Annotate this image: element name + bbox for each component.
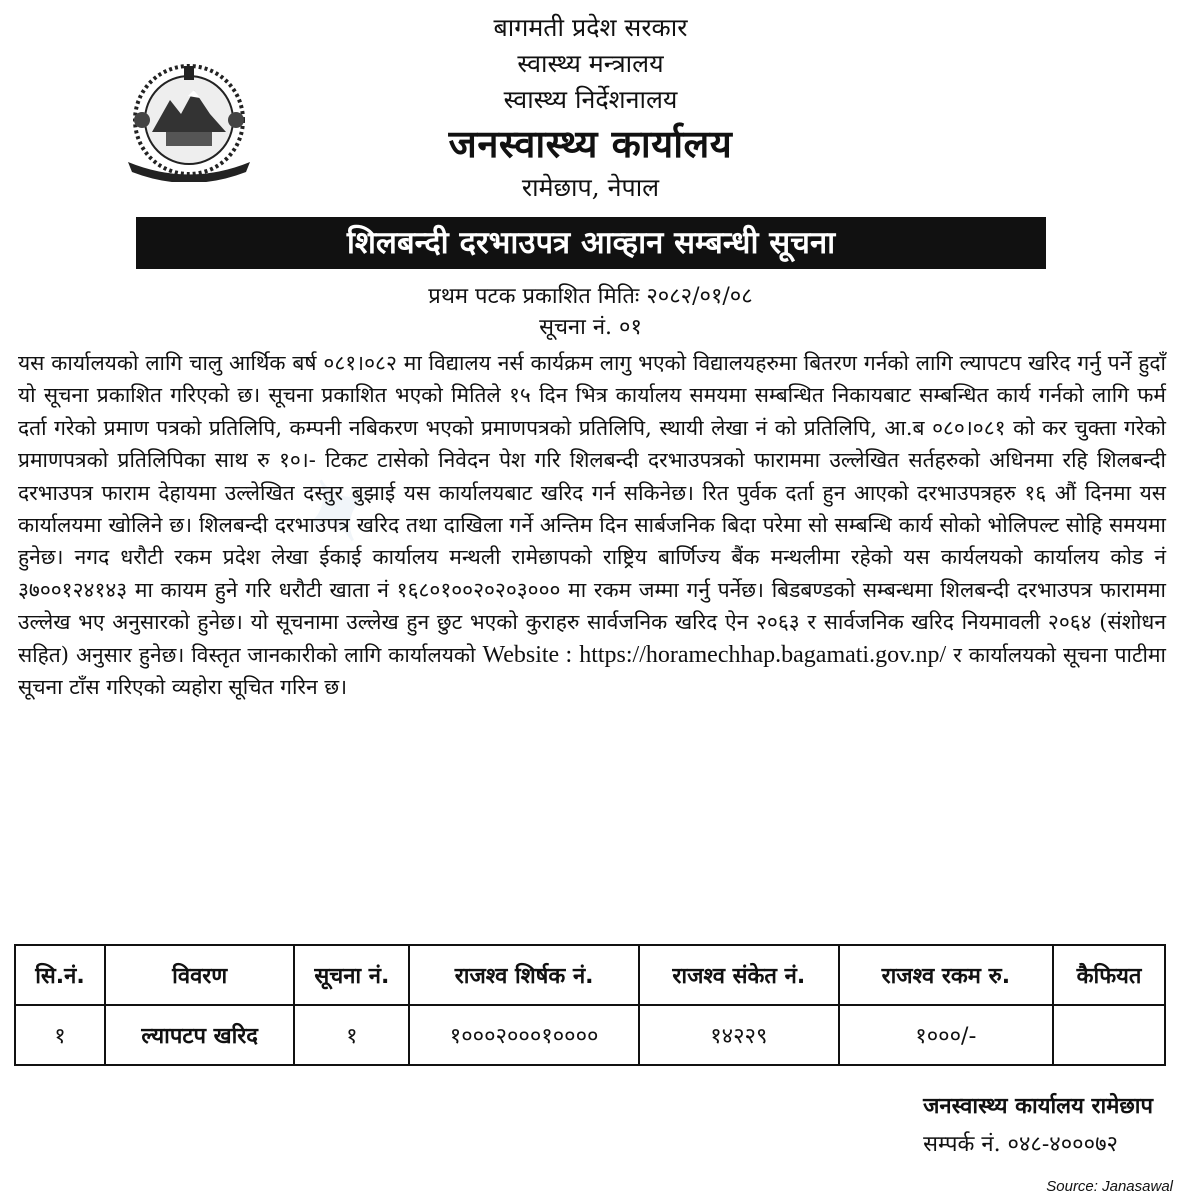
table-row [15, 1005, 1165, 1065]
col-revenue-amount: राजश्व रकम रु. [839, 945, 1054, 1005]
directorate-line: स्वास्थ्य निर्देशनालय [503, 85, 678, 114]
col-revenue-code: राजश्व संकेत नं. [639, 945, 839, 1005]
letterhead [0, 10, 1181, 206]
col-notice-no: सूचना नं. [294, 945, 409, 1005]
cell-notice-no: १ [294, 1005, 409, 1065]
government-line: बागमती प्रदेश सरकार [493, 13, 688, 42]
cell-revenue-head: १०००२०००१०००० [409, 1005, 639, 1065]
notice-number: सूचना नं. ०१ [539, 315, 642, 340]
cell-serial: १ [15, 1005, 105, 1065]
cell-revenue-code: १४२२९ [639, 1005, 839, 1065]
cell-description: ल्यापटप खरिद [105, 1005, 295, 1065]
source-credit: Source: Janasawal [1046, 1178, 1173, 1195]
signature-contact: सम्पर्क नं. ०४८-४०००७२ [923, 1132, 1118, 1157]
col-remarks: कैफियत [1053, 945, 1165, 1005]
notice-body [18, 347, 1166, 703]
office-location: रामेछाप, नेपाल [521, 173, 660, 202]
ministry-line: स्वास्थ्य मन्त्रालय [517, 49, 664, 78]
body-part-1: यस कार्यालयको लागि चालु आर्थिक बर्ष ०८१।०८२ मा विद्यालय नर्स कार्यक्रम लागु भएको विद्यालयहरुमा बितरण गर्नको लागि ल्यापटप खरिद गर्नु पर्ने हुदाँ यो सूचना प्रकाशित गरिएको छ। सूचना प्रकाशित भएको मितिले १५ दिन भित्र कार्यालय समयमा सम्बन्धित निकायबाट सम्बन्धित कार्य गर्नको लागि फर्म दर्ता गरेको प्रमाण पत्रको प्रतिलिपि, कम्पनी नबिकरण भएको प्रमाणपत्रको प्रतिलिपि, स्थायी लेखा नं को प्रतिलिपि, आ.ब ०८०।०८१ को कर चुक्ता गरेको प्रमाणपत्रको प्रतिलिपिका साथ रु १०।- टिकट टासेको निवेदन पेश गरि शिलबन्दी दरभाउपत्रको फाराममा उल्लेखित सर्तहरुको अधिनमा रहि शिलबन्दी दरभाउपत्र फाराम देहायमा उल्लेखित दस्तुर बुझाई यस कार्यालयबाट खरिद गर्न सकिनेछ। रित पुर्वक दर्ता हुन आएको दरभाउपत्रहरु १६ औं दिनमा यस कार्यालयमा खोलिने छ। शिलबन्दी दरभाउपत्र खरिद तथा दाखिला गर्ने अन्तिम दिन सार्बजनिक बिदा परेमा सो सम्बन्धि कार्य सोको भोलिपल्ट सोहि समयमा हुनेछ। नगद धरौटी रकम प्रदेश लेखा ईकाई कार्यालय मन्थली रामेछापको राष्ट्रिय बार्णिज्य बैंक मन्थलीमा रहेको यस कार्यलयको कार्यालय कोड नं ३७००१२४१४३ मा कायम हुने गरि धरौटी खाता नं १६८०१००२०२०३००० मा रकम जम्मा गर्नु पर्नेछ। बिडबण्डको सम्बन्धमा शिलबन्दी दरभाउपत्र फाराममा उल्लेख भए अनुसारको हुनेछ। यो सूचनामा उल्लेख हुन छुट भएको कुराहरु सार्वजनिक खरिद ऐन २०६३ र सार्वजनिक खरिद नियमावली २०६४ (संशोधन सहित) अनुसार हुनेछ। विस्तृत जानकारीको लागि कार्यालयको [18, 351, 1166, 667]
col-revenue-head: राजश्व शिर्षक नं. [409, 945, 639, 1005]
notice-banner: शिलबन्दी दरभाउपत्र आव्हान सम्बन्धी सूचना [136, 217, 1046, 269]
website-link[interactable]: https://horamechhap.bagamati.gov.np/ [579, 641, 947, 668]
table-header-row [15, 945, 1165, 1005]
signature-block [923, 1088, 1153, 1164]
col-description: विवरण [105, 945, 295, 1005]
cell-revenue-amount: १०००/- [839, 1005, 1054, 1065]
office-title: जनस्वास्थ्य कार्यालय [448, 122, 733, 166]
watermark: ✦ [281, 451, 395, 575]
publication-date: प्रथम पटक प्रकाशित मितिः २०८२/०१/०८ [428, 284, 753, 309]
cell-remarks [1053, 1005, 1165, 1065]
signature-office: जनस्वास्थ्य कार्यालय रामेछाप [923, 1094, 1153, 1119]
body-part-2: र कार्यालयको सूचना पाटीमा सूचना टाँस गरिएको व्यहोरा सूचित गरिन छ। [18, 642, 1166, 700]
col-serial: सि.नं. [15, 945, 105, 1005]
fee-table [14, 944, 1166, 1066]
website-label: Website : [482, 641, 573, 668]
